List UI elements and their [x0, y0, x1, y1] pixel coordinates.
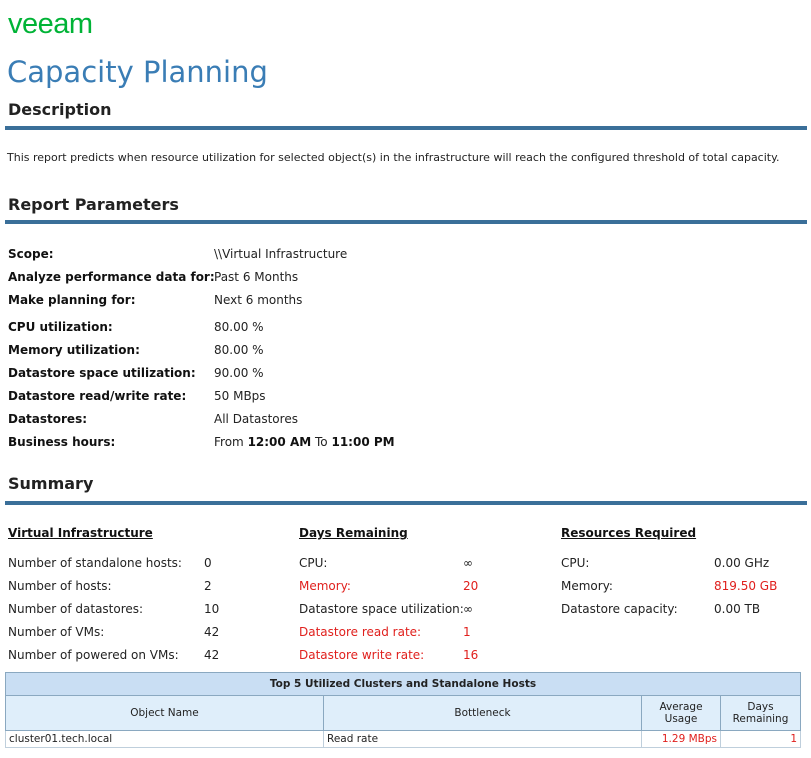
logo-text: veeam [8, 8, 93, 38]
planning-value: Next 6 months [214, 293, 303, 307]
summary-heading: Summary [8, 474, 94, 493]
datastores-label: Datastores: [8, 412, 88, 426]
hosts-label: Number of hosts: [8, 579, 112, 593]
business-to: To [315, 435, 328, 449]
table-caption: Top 5 Utilized Clusters and Standalone Hosts [6, 673, 801, 696]
days-space-value: ∞ [463, 602, 473, 616]
days-read-value: 1 [463, 625, 471, 639]
num-datastores-label: Number of datastores: [8, 602, 144, 616]
column-header-days[interactable]: Days Remaining [721, 696, 801, 731]
datastore-rw-value: 50 MBps [214, 389, 266, 403]
cell-average: 1.29 MBps [642, 731, 721, 748]
column-header-object[interactable]: Object Name [6, 696, 324, 731]
description-text: This report predicts when resource utilization for selected object(s) in the infrastructure will reach the configured threshold of total capacity. [7, 151, 780, 164]
days-space-label: Datastore space utilization: [299, 602, 464, 616]
cpu-utilization-value: 80.00 % [214, 320, 264, 334]
description-divider [5, 126, 807, 130]
num-datastores-value: 10 [204, 602, 220, 616]
scope-value: \\Virtual Infrastructure [214, 247, 348, 261]
parameters-divider [5, 220, 807, 224]
business-hours-label: Business hours: [8, 435, 116, 449]
res-cpu-value: 0.00 GHz [714, 556, 770, 570]
datastore-space-label: Datastore space utilization: [8, 366, 196, 380]
days-write-value: 16 [463, 648, 479, 662]
resources-heading: Resources Required [561, 526, 697, 540]
top-clusters-table [5, 672, 800, 748]
days-read-label: Datastore read rate: [299, 625, 422, 639]
vms-value: 42 [204, 625, 220, 639]
cell-bottleneck: Read rate [324, 731, 642, 748]
res-memory-value: 819.50 GB [714, 579, 778, 593]
analyze-label: Analyze performance data for: [8, 270, 215, 284]
table-row [6, 731, 801, 748]
days-cpu-label: CPU: [299, 556, 328, 570]
days-memory-label: Memory: [299, 579, 351, 593]
business-end: 11:00 PM [331, 435, 395, 449]
cpu-utilization-label: CPU utilization: [8, 320, 113, 334]
res-memory-label: Memory: [561, 579, 613, 593]
summary-divider [5, 501, 807, 505]
days-memory-value: 20 [463, 579, 479, 593]
planning-label: Make planning for: [8, 293, 136, 307]
veeam-logo [8, 8, 124, 38]
datastore-space-value: 90.00 % [214, 366, 264, 380]
standalone-hosts-label: Number of standalone hosts: [8, 556, 182, 570]
memory-utilization-label: Memory utilization: [8, 343, 140, 357]
analyze-value: Past 6 Months [214, 270, 299, 284]
column-header-average[interactable]: Average Usage [642, 696, 721, 731]
datastores-value: All Datastores [214, 412, 298, 426]
res-capacity-label: Datastore capacity: [561, 602, 678, 616]
business-hours-value [214, 435, 395, 449]
standalone-hosts-value: 0 [204, 556, 212, 570]
scope-label: Scope: [8, 247, 54, 261]
page-title: Capacity Planning [7, 55, 268, 89]
days-write-label: Datastore write rate: [299, 648, 425, 662]
vms-label: Number of VMs: [8, 625, 105, 639]
powered-vms-value: 42 [204, 648, 220, 662]
vi-heading: Virtual Infrastructure [8, 526, 153, 540]
column-header-bottleneck[interactable]: Bottleneck [324, 696, 642, 731]
parameters-heading: Report Parameters [8, 195, 179, 214]
days-heading: Days Remaining [299, 526, 408, 540]
business-start: 12:00 AM [247, 435, 312, 449]
memory-utilization-value: 80.00 % [214, 343, 264, 357]
days-cpu-value: ∞ [463, 556, 473, 570]
datastore-rw-label: Datastore read/write rate: [8, 389, 187, 403]
res-cpu-label: CPU: [561, 556, 590, 570]
cell-days: 1 [721, 731, 801, 748]
hosts-value: 2 [204, 579, 212, 593]
description-heading: Description [8, 100, 112, 119]
powered-vms-label: Number of powered on VMs: [8, 648, 179, 662]
business-from: From [214, 435, 244, 449]
cell-object: cluster01.tech.local [6, 731, 324, 748]
res-capacity-value: 0.00 TB [714, 602, 761, 616]
